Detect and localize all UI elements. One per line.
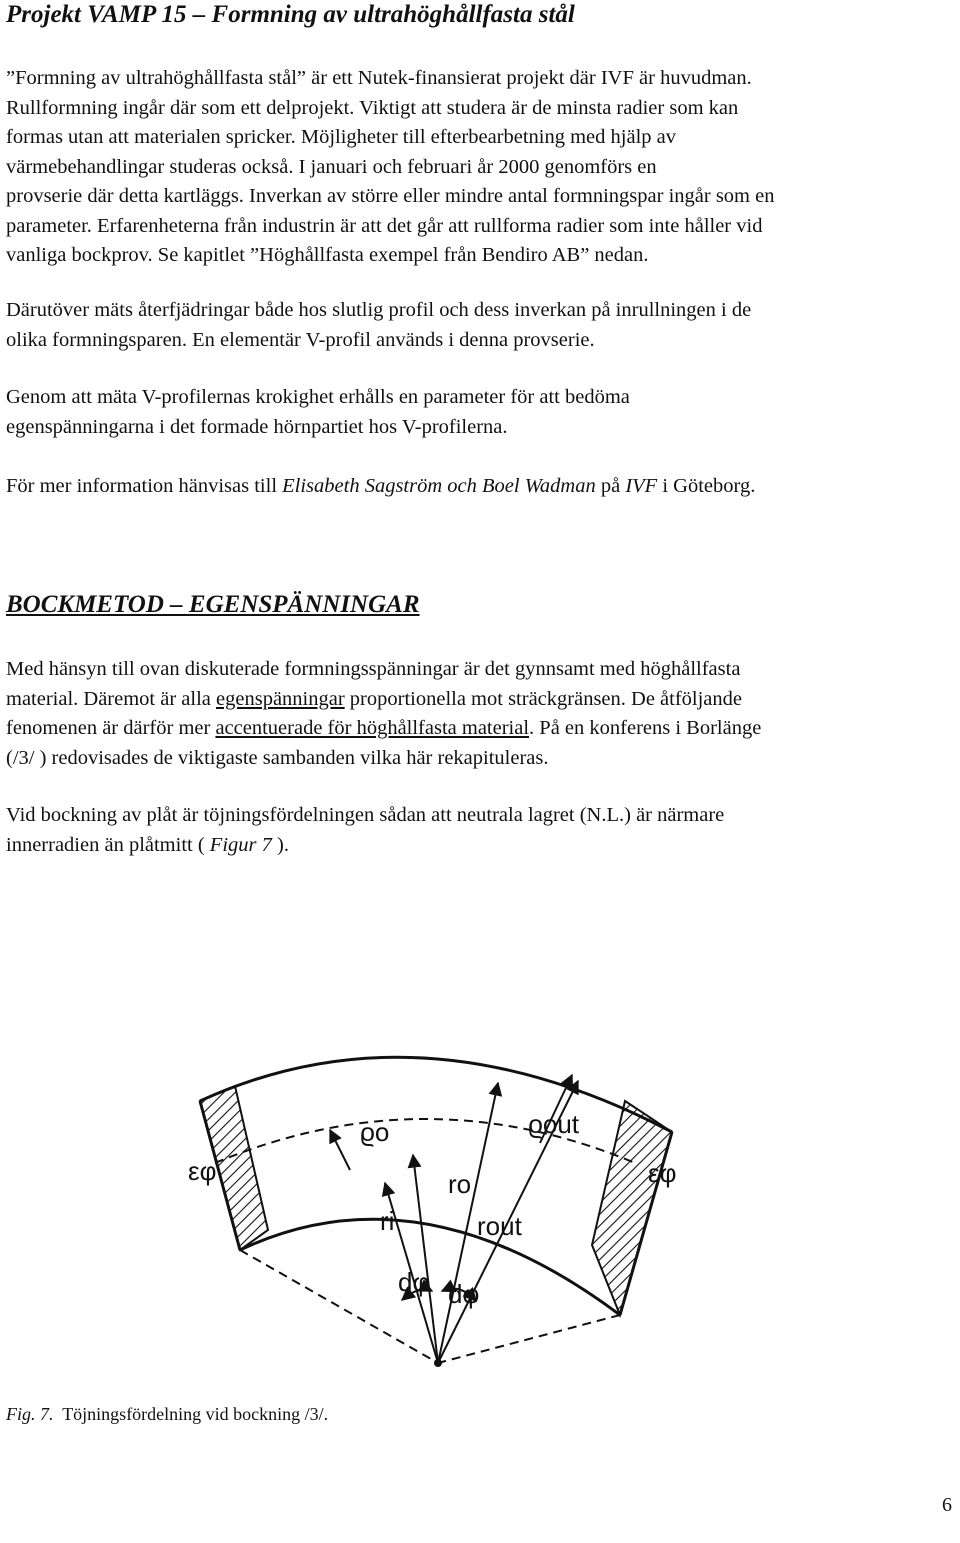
bending-method-paragraph xyxy=(6,655,951,773)
d-phi-left-label: dφ xyxy=(398,1267,430,1297)
paragraph-line: Vid bockning av plåt är töjningsfördelningen sådan att neutrala lagret (N.L.) är närmare xyxy=(6,804,725,826)
r-out-label: rout xyxy=(477,1211,522,1241)
paragraph-text: fenomenen är därför mer xyxy=(6,717,216,739)
radius-neutral-line xyxy=(413,1155,438,1363)
paragraph-text: proportionella mot sträckgränsen. De åtföljande xyxy=(344,687,743,710)
bending-diagram xyxy=(180,1045,700,1375)
intro-line: ”Formning av ultrahöghållfasta stål” är ett Nutek-finansierat projekt där IVF är huvudman. xyxy=(6,67,752,89)
intro-line: formas utan att materialen spricker. Möjligheter till efterbearbetning med hjälp av xyxy=(6,126,676,148)
paragraph-text: innerradien än plåtmitt ( xyxy=(6,833,210,856)
springback-paragraph xyxy=(6,296,951,355)
rho-out-label: ϱout xyxy=(528,1109,580,1139)
intro-paragraph xyxy=(6,64,951,271)
intro-line: parameter. Erfarenheterna från industrin är att det går att rullforma radier som inte håller vid xyxy=(6,214,763,237)
outer-arc xyxy=(200,1057,672,1132)
intro-line: vanliga bockprov. Se kapitlet ”Höghållfasta exempel från Bendiro AB” nedan. xyxy=(6,244,649,266)
contact-organization: IVF xyxy=(625,475,658,497)
contact-names: Elisabeth Sagström och Boel Wadman xyxy=(282,475,596,497)
paragraph-line: Därutöver mäts återfjädringar både hos slutlig profil och dess inverkan på inrullningen i de xyxy=(6,299,752,321)
right-extension-line xyxy=(438,1315,620,1363)
intro-line: Rullformning ingår där som ett delprojekt. Viktigt att studera är de minsta radier som kan xyxy=(6,96,739,119)
r-i-label: ri xyxy=(380,1206,395,1236)
figure-reference: Figur 7 xyxy=(209,833,272,856)
r-o-label: ro xyxy=(448,1169,472,1199)
paragraph-text: ). xyxy=(271,833,289,856)
intro-line: provserie där detta kartläggs. Inverkan av större eller mindre antal formningspar ingår som en xyxy=(6,185,775,207)
right-strain-zone xyxy=(592,1101,672,1315)
contact-text: För mer information hänvisas till xyxy=(6,475,283,497)
d-phi-right-label: dφ xyxy=(448,1279,480,1309)
figure-number: Fig. 7. xyxy=(6,1404,54,1424)
underlined-term: accentuerade för höghållfasta material xyxy=(215,717,530,739)
bending-strain-figure xyxy=(180,1045,700,1375)
contact-text: i Göteborg. xyxy=(657,475,756,497)
figure-caption xyxy=(6,1402,328,1426)
intro-line: värmebehandlingar studeras också. I januari och februari år 2000 genomförs en xyxy=(6,155,657,178)
paragraph-line: olika formningsparen. En elementär V-profil används i denna provserie. xyxy=(6,328,595,351)
caption-text: Töjningsfördelning vid bockning /3/. xyxy=(62,1404,329,1424)
contact-paragraph xyxy=(6,472,951,502)
paragraph-line: Genom att mäta V-profilernas krokighet erhålls en parameter för att bedöma xyxy=(6,386,630,408)
paragraph-text: . På en konferens i Borlänge xyxy=(529,717,762,739)
section-heading: BOCKMETOD – EGENSPÄNNINGAR xyxy=(6,591,420,618)
paragraph-line: (/3/ ) redovisades de viktigaste sambanden vilka här rekapituleras. xyxy=(6,746,549,769)
paragraph-line: egenspänningarna i det formade hörnpartiet hos V-profilerna. xyxy=(6,415,508,438)
strain-distribution-paragraph xyxy=(6,801,951,860)
paragraph-text: material. Däremot är alla xyxy=(6,687,217,710)
rho-o-label: ϱo xyxy=(360,1117,390,1147)
page-number: 6 xyxy=(942,1494,952,1516)
page-title: Projekt VAMP 15 – Formning av ultrahöghållfasta stål xyxy=(6,1,575,28)
residual-stress-paragraph xyxy=(6,383,951,442)
paragraph-line: Med hänsyn till ovan diskuterade formningsspänningar är det gynnsamt med höghållfasta xyxy=(6,658,741,680)
contact-text: på xyxy=(595,475,626,497)
rho-o-arrow xyxy=(330,1130,350,1170)
vertex-point xyxy=(434,1359,442,1367)
epsilon-right-label: εφ xyxy=(648,1158,677,1188)
epsilon-left-label: εφ xyxy=(188,1156,217,1186)
underlined-term: egenspänningar xyxy=(216,687,345,710)
